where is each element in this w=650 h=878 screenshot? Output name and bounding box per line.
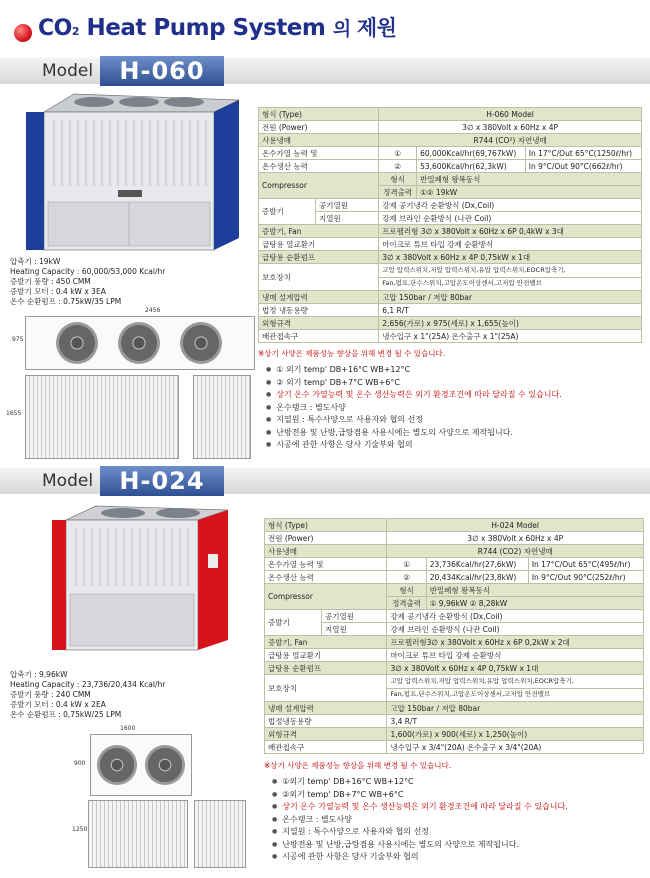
front-view-drawing — [88, 800, 188, 868]
top-view-drawing — [25, 316, 255, 370]
red-ball-icon — [14, 24, 32, 42]
dimension-height: 1250 — [72, 826, 88, 833]
model-name: H-060 — [100, 56, 224, 86]
disclaimer-note: ※상기 사양은 제품성능 향상을 위해 변경 될 수 있습니다. — [264, 761, 452, 770]
spec-table-h060: 형식 (Type) H-060 Model 전원 (Power) 3∅ x 380Volt x 60Hz x 4P 사용냉매 R744 (CO²) 자연냉매 온수가열 능력 및 ① 60,000Kcal/hr(69,767kW) In 17°C/Out 65°C(1250ℓ/hr) 온수생산 능력 ② 53,600Kcal/hr(62,3kW) In 9°C/Out 90°C(662ℓ/hr) Compressor 형식 반밀폐형 왕복동식 정격출력 ①② 19kW 증발기 공기열원 강제 공기냉각 순환방식 (Dx,Coil) 지열원 강제 브라인 순환방식 (나관 Coil) 증발기, Fan 프로펠러형 3∅ x 380Volt x 60Hz x 6P 0,4kW x 3대 급탕용 열교환기 마이크로 튜브 타입 강제 순환방식 급탕용 순환펌프 3∅ x 380Volt x 60Hz x 4P 0,75kW x 1대 보호장치 고압 압력스위치,저압 압력스위치,유압 압력스위치,EOCR압축기, Fan,펌프,단수스위치,고압온도이상센서,고저압 안전밸브 냉매 설계압력 고압 150bar / 저압 80bar 법정 냉동용량 6,1 R/T 외형규격 2,656(가로) x 975(세로) x 1,655(높이) 배관접속구 냉수입구 x 1"(25A) 온수출구 x 1"(25A) — [258, 107, 642, 343]
dimension-depth: 900 — [74, 760, 86, 767]
page-title: CO2 Heat Pump System 의 제원 — [38, 15, 397, 41]
model-name: H-024 — [100, 466, 224, 496]
notes-list-h060: ● ① 외기 temp' DB+16°C WB+12°C ● ② 외기 temp' DB+7°C WB+6°C ● 상기 온수 가열능력 및 온수 생산능력은 외기 환경조건에 따라 달라질 수 있습니다. ● 온수탱크 : 별도사양 ● 지열원 : 특수사양으로 사용자와 협의 선정 ● 난방전용 및 난방,급탕겸용 사용시에는 별도의 사양으로 제작됩니다. ● 시공에 관한 사항은 당사 기술부와 협의 — [266, 364, 562, 452]
model-header-h024: Model H-024 — [0, 466, 650, 496]
product-image-h060 — [14, 90, 250, 255]
product-image-h024 — [48, 504, 248, 654]
side-view-drawing — [194, 800, 246, 868]
spec-table-h024: 형식 (Type) H-024 Model 전원 (Power) 3∅ x 380Volt x 60Hz x 4P 사용냉매 R744 (CO2) 자연냉매 온수가열 능력 및 ① 23,736Kcal/hr(27,6kW) In 17°C/Out 65°C(495ℓ/hr) 온수생산 능력 ② 20,434Kcal/hr(23,8kW) In 9°C/Out 90°C(252ℓ/hr) Compressor 형식 반밀폐형 왕복동식 정격출력 ① 9,96kW ② 8,28kW 증발기 공기열원 강제 공기냉각 순환방식 (Dx,Coil) 지열원 강제 브라인 순환방식 (나관 Coil) 증발기, Fan 프로펠러형3∅ x 380Volt x 60Hz x 6P 0,2kW x 2대 급탕용 열교환기 마이크로 튜브 타입 강제 순환방식 급탕용 순환펌프 3∅ x 380Volt x 60Hz x 4P 0,75kW x 1대 보호장치 고압 압력스위치,저압 압력스위치,유압 압력스위치,EOCR압축기, Fan,펌프,단수스위치,고압온도이상센서,고저압 안전밸브 냉매 설계압력 고압 150bar / 저압 80bar 법정냉동용량 3,4 R/T 외형규격 1,600(가로) x 900(세로) x 1,250(높이) 배관접속구 냉수입구 x 3/4"(20A) 온수출구 x 3/4"(20A) — [264, 518, 644, 754]
dimension-width: 2456 — [145, 307, 161, 314]
top-view-drawing — [90, 734, 192, 796]
notes-list-h024: ● ①외기 temp' DB+16°C WB+12°C ● ②외기 temp' DB+7°C WB+6°C ● 상기 온수 가열능력 및 온수 생산능력은 외기 환경조건에 따라 달라질 수 있습니다. ● 온수탱크 : 별도사양 ● 지열원 : 특수사양으로 사용자와 협의 선정 ● 난방전용 및 난방,급탕겸용 사용시에는 별도의 사양으로 제작됩니다. ● 시공에 관한 사항은 당사 기술부와 협의 — [272, 776, 568, 864]
side-view-drawing — [193, 375, 251, 459]
model-header-h060: Model H-060 — [0, 56, 650, 86]
dimension-depth: 975 — [12, 336, 24, 343]
front-view-drawing — [25, 375, 179, 459]
page-header — [0, 0, 650, 50]
spec-list-h024: 압축기 : 9,96kW Heating Capacity : 23,736/20,434 Kcal/hr 증발기 풍량 : 240 CMM 증발기 모터 : 0.4 kW x 2EA 온수 순환펌프 : 0,75kW/25 LPM — [10, 670, 166, 719]
dimension-width: 1600 — [120, 725, 136, 732]
dimension-height: 1655 — [6, 410, 22, 417]
spec-list-h060: 압축기 : 19kW Heating Capacity : 60,000/53,000 Kcal/hr 증발기 풍량 : 450 CMM 증발기 모터 : 0.4 kW x 3EA 온수 순환펌프 : 0.75kW/35 LPM — [10, 257, 166, 306]
disclaimer-note: ※상기 사양은 제품성능 향상을 위해 변경 될 수 있습니다. — [258, 349, 446, 358]
